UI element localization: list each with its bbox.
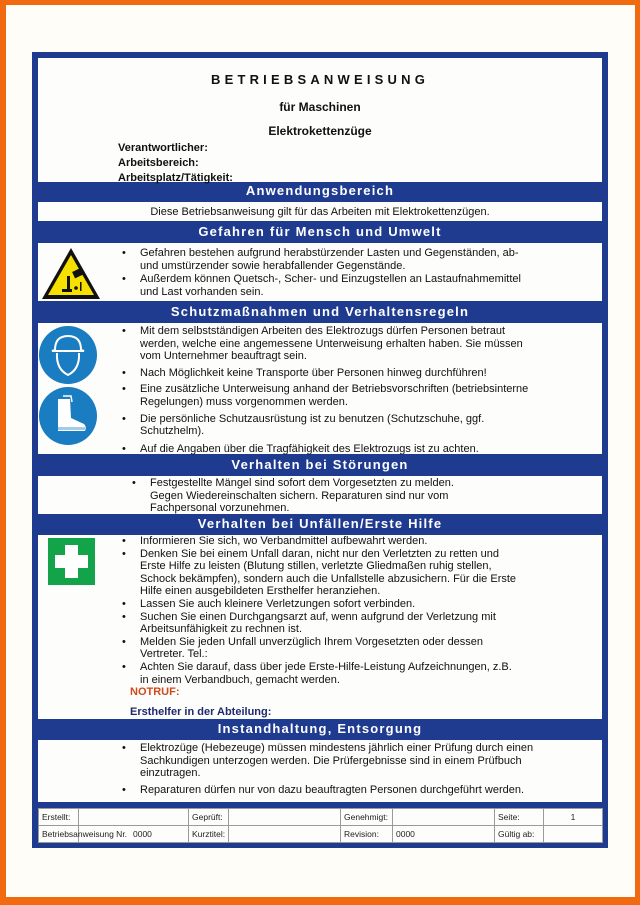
list-item: • Achten Sie darauf, dass über jede Erste-Hilfe-Leistung Aufzeichnungen, z.B. in einem Verbandbuch, gemacht werden. <box>122 661 522 686</box>
machine-name: Elektrokettenzüge <box>268 124 372 138</box>
section-schutzmassnahmen <box>38 323 602 454</box>
valid-from-label: Gültig ab: <box>495 826 544 843</box>
protective-measures-list <box>122 325 532 455</box>
list-item: • Denken Sie bei einem Unfall daran, nicht nur den Verletzten zu retten und Erste Hilfe zu leisten (Blutung stillen, verletzte Gliedmaßen ruhig stellen, Schock bekämpfen), sondern auch die Unfallstelle abzusichern. Für die Erste Hilfe einen ausgebildeten Ersthelfer heranziehen. <box>122 548 522 598</box>
table-row <box>39 809 603 826</box>
scope-text: Diese Betriebsanweisung gilt für das Arbeiten mit Elektrokettenzügen. <box>150 206 490 218</box>
section-title-gefahren: Gefahren für Mensch und Umwelt <box>198 224 442 239</box>
page-value: 1 <box>544 809 603 826</box>
document-title: BETRIEBSANWEISUNG <box>210 72 430 87</box>
section-gefahren <box>38 243 602 301</box>
checked-label: Geprüft: <box>189 809 229 826</box>
page-label: Seite: <box>495 809 544 826</box>
emergency-call-label: NOTRUF: <box>130 686 180 698</box>
list-item: • Außerdem können Quetsch-, Scher- und Einzugstellen an Lastaufnahmemittel und Last vorhanden sein. <box>122 273 522 298</box>
list-item: • Nach Möglichkeit keine Transporte über Personen hinweg durchführen! <box>122 367 532 380</box>
section-anwendungsbereich <box>38 202 602 221</box>
section-erste-hilfe <box>38 535 602 719</box>
list-item: • Mit dem selbstständigen Arbeiten des Elektrozugs dürfen Personen betraut werden, welche eine angemessene Unterweisung erhalten haben. Sie müssen vom Unternehmer beauftragt sein. <box>122 325 532 363</box>
responsible-label: Verantwortlicher: <box>118 142 208 154</box>
list-item: • Festgestellte Mängel sind sofort dem Vorgesetzten zu melden. Gegen Wiedereinschalten sichern. Reparaturen sind nur vom Fachpersonal vorzunehmen. <box>132 477 482 515</box>
table-row <box>39 826 603 843</box>
list-item: • Reparaturen dürfen nur von dazu beauftragten Personen durchgeführt werden. <box>122 784 542 797</box>
document-subtitle: für Maschinen <box>279 100 361 114</box>
list-item: • Suchen Sie einen Durchgangsarzt auf, wenn aufgrund der Verletzung mit Arbeitsunfähigkeit zu rechnen ist. <box>122 611 522 636</box>
created-label: Erstellt: <box>39 809 79 826</box>
hard-hat-mandatory-icon <box>38 325 98 385</box>
list-item: • Lassen Sie auch kleinere Verletzungen sofort verbinden. <box>122 598 522 611</box>
falling-load-warning-icon <box>40 246 102 301</box>
instruction-number-value: 0000 <box>79 826 189 843</box>
section-title-stoerungen: Verhalten bei Störungen <box>231 457 409 472</box>
first-aid-list <box>122 535 522 686</box>
safety-boots-mandatory-icon <box>38 386 98 446</box>
first-aider-label: Ersthelfer in der Abteilung: <box>130 706 272 718</box>
created-value <box>79 809 189 826</box>
list-item: • Auf die Angaben über die Tragfähigkeit des Elektrozugs ist zu achten. <box>122 443 532 456</box>
revision-label: Revision: <box>341 826 393 843</box>
hazard-list <box>122 247 522 298</box>
list-item: • Die persönliche Schutzausrüstung ist zu benutzen (Schutzschuhe, ggf. Schutzhelm). <box>122 413 532 438</box>
revision-value: 0000 <box>393 826 495 843</box>
approved-label: Genehmigt: <box>341 809 393 826</box>
workplace-label: Arbeitsplatz/Tätigkeit: <box>118 172 233 184</box>
short-title-label: Kurztitel: <box>189 826 229 843</box>
section-instandhaltung <box>38 740 602 802</box>
section-title-anwendungsbereich: Anwendungsbereich <box>245 183 395 198</box>
first-aid-icon <box>48 538 95 585</box>
list-item: • Melden Sie jeden Unfall unverzüglich Ihrem Vorgesetzten oder dessen Vertreter. Tel.: <box>122 636 522 661</box>
valid-from-value <box>544 826 603 843</box>
document-control-table <box>38 808 603 843</box>
list-item: • Gefahren bestehen aufgrund herabstürzender Lasten und Gegenständen, ab- und umstürzender sowie herabfallender Gegenstände. <box>122 247 522 272</box>
list-item: • Informieren Sie sich, wo Verbandmittel aufbewahrt werden. <box>122 535 522 548</box>
instruction-number-label: Betriebsanweisung Nr. <box>39 826 79 843</box>
work-area-label: Arbeitsbereich: <box>118 157 199 169</box>
operating-instruction-sheet <box>32 52 608 848</box>
section-title-erste-hilfe: Verhalten bei Unfällen/Erste Hilfe <box>197 516 443 531</box>
list-item: • Elektrozüge (Hebezeuge) müssen mindestens jährlich einer Prüfung durch einen Sachkundigen unterzogen werden. Die Prüfergebnisse sind in einem Prüfbuch einzutragen. <box>122 742 542 780</box>
section-title-instandhaltung: Instandhaltung, Entsorgung <box>217 721 423 736</box>
section-title-schutzmassnahmen: Schutzmaßnahmen und Verhaltensregeln <box>170 304 470 319</box>
section-stoerungen <box>38 476 602 514</box>
checked-value <box>229 809 341 826</box>
maintenance-list <box>122 742 542 796</box>
header-panel <box>38 58 602 182</box>
approved-value <box>393 809 495 826</box>
short-title-value <box>229 826 341 843</box>
list-item: • Eine zusätzliche Unterweisung anhand der Betriebsvorschriften (betriebsinterne Regelungen) muss vorgenommen werden. <box>122 383 532 408</box>
malfunction-list <box>132 477 482 515</box>
